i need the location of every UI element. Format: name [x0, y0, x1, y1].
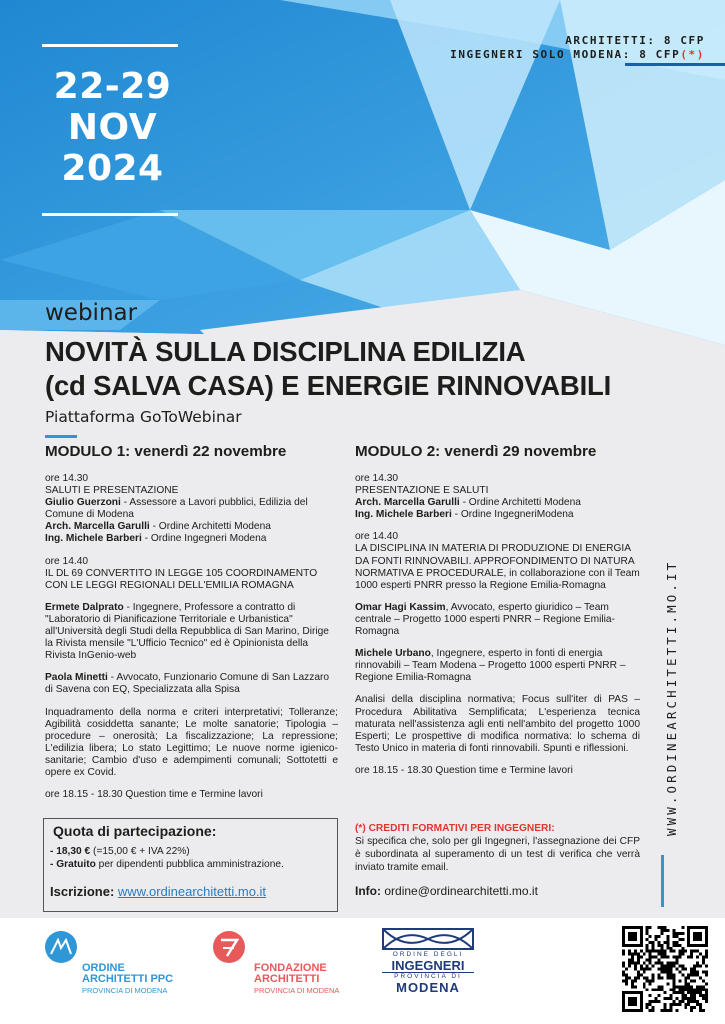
price-detail: (=15,00 € + IVA 22%)	[90, 846, 190, 857]
speaker-name: Arch. Marcella Garulli	[355, 497, 460, 509]
crediti-title: (*) CREDITI FORMATIVI PER INGEGNERI:	[355, 823, 555, 834]
platform-label: Piattaforma GoToWebinar	[45, 408, 242, 426]
iscrizione-link[interactable]: www.ordinearchitetti.mo.it	[117, 884, 267, 899]
date-bottom-rule	[42, 213, 178, 216]
date-year: 2024	[61, 148, 164, 189]
info-label: Info:	[355, 884, 381, 898]
m1-speaker-1	[45, 497, 338, 521]
price-amount: - 18,30 €	[50, 846, 91, 857]
speaker-role: - Ordine Architetti Modena	[149, 521, 271, 533]
cfp-architetti: ARCHITETTI: 8 CFP	[565, 34, 705, 47]
architetti-logo-mark	[44, 930, 78, 964]
ingegneri-logo-mark	[382, 928, 474, 950]
m2-block1-title: PRESENTAZIONE E SALUTI	[355, 485, 489, 497]
info-email[interactable]: ordine@ordinearchitetti.mo.it	[384, 884, 538, 898]
side-url-text: WWW.ORDINEARCHITETTI.MO.IT	[664, 559, 679, 836]
m2-time-2: ore 14.40	[355, 531, 399, 543]
side-url[interactable]	[664, 559, 725, 851]
logo1-line2: ARCHITETTI PPC	[82, 973, 174, 985]
speaker-name: Ing. Michele Barberi	[45, 533, 142, 545]
quota-title: Quota di partecipazione:	[53, 823, 217, 839]
m2-time-1: ore 14.30	[355, 473, 399, 484]
title-line-1: NOVITÀ SULLA DISCIPLINA EDILIZIA	[45, 336, 526, 367]
date-days: 22-29	[53, 66, 172, 107]
speaker-name: Omar Hagi Kassim	[355, 601, 446, 613]
side-accent-bar	[661, 855, 664, 907]
speaker-role: - Avvocato, Funzionario Comune di San Lazzaro di Savena con EQ, Specializzata alla Spisa	[45, 672, 330, 696]
title-line-2: (cd SALVA CASA) E ENERGIE RINNOVABILI	[45, 370, 612, 401]
m2-speaker-3	[355, 602, 640, 638]
modulo1-heading: MODULO 1: venerdì 22 novembre	[45, 443, 287, 460]
info	[355, 884, 538, 898]
speaker-name: Ermete Dalprato	[45, 601, 124, 613]
quota-price	[50, 845, 335, 858]
fondazione-logo-text	[254, 963, 339, 996]
m1-speaker-2	[45, 521, 338, 533]
m1-speaker-3	[45, 533, 338, 545]
m1-time-1: ore 14.30	[45, 473, 89, 484]
logo3-line1: ORDINE DEGLI	[392, 951, 464, 958]
m2-block2-title: LA DISCIPLINA IN MATERIA DI PRODUZIONE DI ENERGIA DA FONTI RINNOVABILI. APPROFONDIMENTO DI NATURA NORMATIVA E PROCEDURALE, in collaborazione con il Team 1000 esperti PNRR presso la Regione Emilia-Romagna	[355, 543, 640, 591]
fondazione-logo-mark	[212, 930, 246, 964]
m1-block1-title: SALUTI E PRESENTAZIONE	[45, 485, 179, 497]
modulo1-body	[45, 473, 338, 801]
quota-free	[50, 858, 335, 871]
m1-speaker-4	[45, 602, 338, 662]
cfp-ingegneri-text: INGEGNERI SOLO MODENA: 8 CFP	[450, 48, 681, 61]
logo1-line3: PROVINCIA DI MODENA	[82, 986, 168, 995]
architetti-logo-text	[82, 963, 173, 996]
free-label: - Gratuito	[50, 859, 96, 870]
m2-topics: Analisi della disciplina normativa; Focus sull'iter di PAS – Procedura Abilitativa Semplificata; L'esperienza tecnica maturata nell'assistenza agli enti nell'ambito del progetto 1000 Esperti; Le prospettive di modifica normativa: lo schema di Testo Unico in materia di fonti rinnovabili. Spunti e riflessioni.	[355, 694, 640, 754]
logo3-line4: MODENA	[396, 980, 460, 995]
m1-time-2: ore 14.40	[45, 555, 89, 567]
speaker-role: - Ordine Architetti Modena	[459, 497, 581, 509]
speaker-role: , Avvocato, esperto giuridico – Team centrale – Progetto 1000 esperti PNRR – Regione Emilia-Romagna	[355, 601, 615, 638]
logo2-line2: ARCHITETTI	[254, 973, 320, 985]
date-top-rule	[42, 44, 178, 47]
free-detail: per dipendenti pubblica amministrazione.	[95, 859, 284, 870]
speaker-role: , Ingegnere, esperto in fonti di energia rinnovabili – Team Modena – Progetto 1000 esperti PNRR – Regione Emilia-Romagna	[355, 648, 626, 684]
m1-topics: Inquadramento della norma e criteri interpretativi; Tolleranze; Agibilità cosiddetta sanante; Le molte sanatorie; Tipologia – procedure – onerosità; La fiscalizzazione; La repressione; L'edilizia libera; Lo stato Legittimo; Le nuove norme igienico-sanitarie; Cambio d'uso e adempimenti comunali; Sottotetti e opere ex Covid.	[45, 706, 338, 778]
m2-speaker-4	[355, 648, 640, 684]
m2-speaker-2	[355, 509, 640, 521]
crediti-block	[355, 822, 640, 874]
m1-block2-title: IL DL 69 CONVERTITO IN LEGGE 105 COORDINAMENTO CON LE LEGGI REGIONALI DELL'EMILIA ROMAGNA	[45, 567, 318, 591]
speaker-role: - Assessore a Lavori pubblici, Edilizia del Comune di Modena	[45, 497, 308, 521]
speaker-name: Michele Urbano	[355, 648, 431, 660]
logo2-line1: FONDAZIONE	[254, 962, 327, 974]
date-month: NOV	[67, 107, 158, 148]
cfp-asterisk: (*)	[680, 48, 705, 61]
iscrizione-label: Iscrizione:	[50, 884, 115, 899]
m2-speaker-1	[355, 497, 640, 509]
cfp-ingegneri	[450, 48, 705, 61]
crediti-text: Si specifica che, solo per gli Ingegneri, l'assegnazione dei CFP è subordinata al superamento di un test di verifica che verrà inviato tramite email.	[355, 836, 640, 873]
accent-rule	[45, 435, 77, 438]
speaker-name: Ing. Michele Barberi	[355, 509, 452, 521]
logo2-line3: PROVINCIA DI MODENA	[254, 986, 340, 995]
iscrizione	[50, 884, 266, 899]
speaker-role: - Ordine Ingegneri Modena	[141, 533, 267, 545]
m2-closing: ore 18.15 - 18.30 Question time e Termine lavori	[355, 764, 573, 776]
ingegneri-logo-text	[382, 951, 474, 994]
logo1-line1: ORDINE	[82, 962, 125, 974]
event-date	[40, 66, 185, 189]
speaker-name: Paola Minetti	[45, 672, 108, 684]
modulo2-heading: MODULO 2: venerdì 29 novembre	[355, 443, 597, 460]
m1-speaker-5	[45, 672, 338, 696]
speaker-name: Giulio Guerzoni	[45, 497, 121, 509]
modulo2-body	[355, 473, 640, 777]
speaker-role: - Ingegnere, Professore a contratto di "Laboratorio di Pianificazione Territoriale e Urbanistica" all'Università degli Studi della Repubblica di San Marino, Dirige la Rivista mensile "L'Ufficio Tecnico" ed è Opinionista della Rivista InGenio-web	[45, 601, 329, 662]
logo3-line3: PROVINCIA DI	[394, 973, 462, 980]
m1-closing: ore 18.15 - 18.30 Question time e Termine lavori	[45, 789, 263, 801]
quota-details	[50, 845, 335, 871]
speaker-name: Arch. Marcella Garulli	[45, 521, 150, 533]
speaker-role: - Ordine IngegneriModena	[451, 509, 574, 521]
webinar-label: webinar	[45, 300, 138, 326]
qr-code[interactable]	[622, 926, 708, 1012]
logo3-line2: INGEGNERI	[382, 959, 474, 973]
